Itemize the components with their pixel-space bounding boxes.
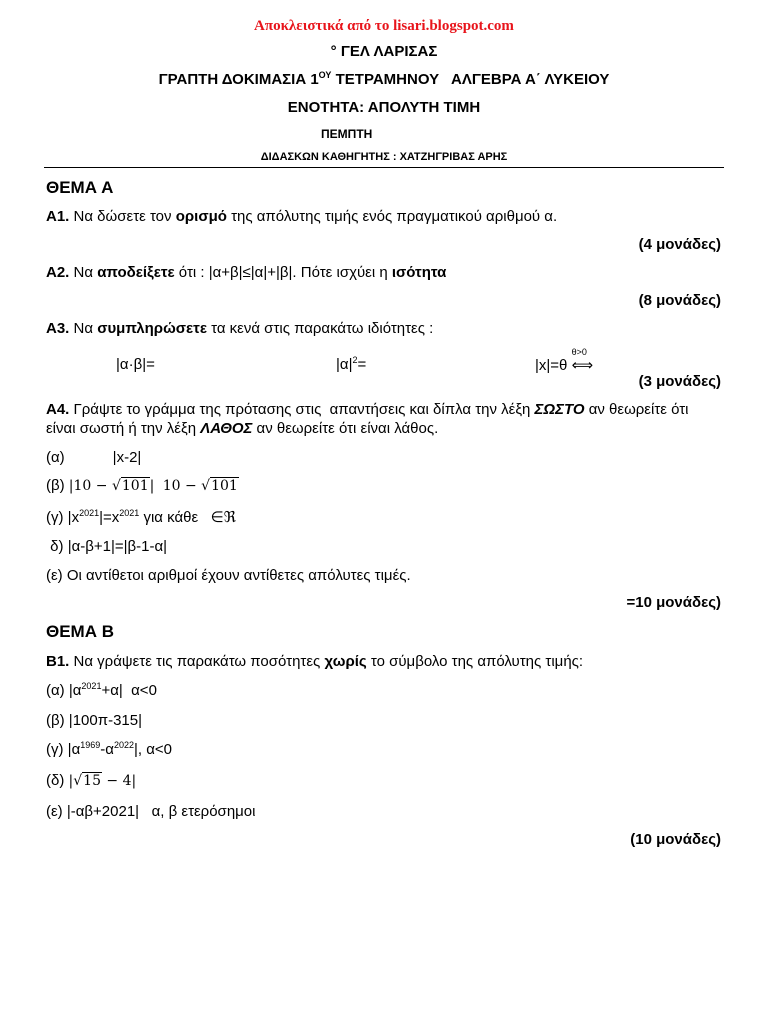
- exam-title-b: ΤΕΤΡΑΜΗΝΟΥ ΑΛΓΕΒΡΑ Α΄ ΛΥΚΕΙΟΥ: [335, 71, 610, 88]
- b1-item-b: [46, 712, 142, 729]
- school-label: ΓΕΛ ΛΑΡΙΣΑΣ: [340, 43, 438, 60]
- b1-item-c-x2: -α: [100, 741, 114, 758]
- a2-t1: Να: [69, 264, 98, 281]
- watermark: Αποκλειστικά από το lisari.blogspot.com: [254, 18, 514, 34]
- b1-item-a-x1: α: [72, 682, 82, 699]
- a3-label: Α3.: [46, 320, 70, 337]
- a4-item-e-label: (ε): [46, 567, 63, 584]
- a4-b1: ΣΩΣΤΟ: [534, 401, 585, 418]
- a4-item-b-m1: 10 −: [73, 478, 112, 494]
- a4-question-line1: [46, 401, 689, 418]
- a4-item-e: [46, 567, 411, 584]
- theme-a-title: ΘΕΜΑ Α: [46, 178, 114, 197]
- a4-item-c-mid: |=x: [99, 509, 120, 526]
- a4-item-b-r2: 101: [211, 478, 238, 494]
- a2-question: [46, 264, 446, 281]
- a4-points: =10 μονάδες): [626, 594, 721, 611]
- a4-t1: Γράψτε το γράμμα της πρότασης στις απαντήσεις και δίπλα την λέξη: [69, 401, 535, 418]
- b1-item-c-tail: , α<0: [137, 741, 172, 758]
- unit-title: ΕΝΟΤΗΤΑ: ΑΠΟΛΥΤΗ ΤΙΜΗ: [287, 99, 481, 116]
- a3-p3a: |x|=θ: [535, 357, 572, 374]
- b1-item-a-tail: α<0: [122, 682, 157, 699]
- b1-item-d-r1: 15: [83, 773, 101, 789]
- a2-b2: ισότητα: [391, 264, 447, 281]
- a4-item-a-label: (α): [46, 449, 65, 466]
- a1-b1: ορισμό: [175, 208, 227, 225]
- a4-item-c-x1: x: [71, 509, 80, 526]
- b1-label: Β1.: [46, 653, 70, 670]
- theme-b-title: ΘΕΜΑ Β: [46, 622, 114, 641]
- a4-line2b: αν θεωρείτε ότι είναι λάθος.: [252, 420, 439, 437]
- exam-day: ΠΕΜΠΤΗ: [321, 127, 373, 141]
- a4-item-c: (γ) $|x^{2021}|=x^{2021}$ για κάθε ∈ℜ: [46, 508, 236, 526]
- a4-item-b: (β) |10 − √101| 10 − √101: [46, 477, 238, 494]
- school-name: [0, 43, 768, 60]
- a3-p2a: |α|: [336, 356, 353, 373]
- a3-points: (3 μονάδες): [638, 373, 721, 390]
- a2-b1: αποδείξετε: [97, 264, 175, 281]
- b1-item-a-sup1: 2021: [81, 681, 102, 691]
- a4-label: Α4.: [46, 401, 70, 418]
- a1-label: Α1.: [46, 208, 70, 225]
- b1-t1: Να γράψετε τις παρακάτω ποσότητες: [69, 653, 325, 670]
- a4-t2: αν θεωρείτε ότι: [584, 401, 689, 418]
- equivalence-arrow-icon: ⟺: [571, 357, 594, 374]
- a4-item-c-label: (γ): [46, 509, 64, 526]
- a3-property-3: [535, 347, 594, 374]
- exam-title-sup: ΟΥ: [318, 70, 332, 80]
- a4-line2a: είναι σωστή ή την λέξη: [46, 420, 201, 437]
- a3-property-2: [336, 356, 366, 373]
- b1-item-e-label: (ε): [46, 803, 63, 820]
- b1-item-a-x2: +α: [101, 682, 119, 699]
- a3-property-1: |α·β|=: [116, 356, 155, 373]
- b1-item-c: (γ) $|\alpha^{1969}-\alpha^{2022}|$, α<0: [46, 740, 172, 758]
- b1-item-d-m1: − 4: [101, 773, 132, 789]
- a3-p2sup: 2: [352, 355, 358, 365]
- a4-item-c-sup2: 2021: [119, 508, 140, 518]
- b1-item-c-x1: α: [71, 741, 81, 758]
- a2-t2: ότι : |α+β|≤|α|+|β|. Πότε ισχύει η: [174, 264, 392, 281]
- school-prefix: °: [330, 43, 337, 60]
- a3-t1: Να: [69, 320, 98, 337]
- exam-title-a: ΓΡΑΠΤΗ ΔΟΚΙΜΑΣΙΑ 1: [158, 71, 319, 88]
- a2-label: Α2.: [46, 264, 70, 281]
- b1-item-e: [46, 803, 255, 820]
- teacher-name: ΔΙΔΑΣΚΩΝ ΚΑΘΗΓΗΤΗΣ : ΧΑΤΖΗΓΡΙΒΑΣ ΑΡΗΣ: [260, 151, 508, 163]
- a3-t2: τα κενά στις παρακάτω ιδιότητες :: [206, 320, 434, 337]
- b1-t2: το σύμβολο της απόλυτης τιμής:: [366, 653, 584, 670]
- b1-item-c-sup2: 2022: [113, 740, 134, 750]
- b1-item-b-text: |100π-315|: [68, 712, 142, 729]
- a4-item-c-tail: για κάθε ∈ℜ: [139, 509, 236, 526]
- b1-b1: χωρίς: [324, 653, 367, 670]
- header-divider: [44, 167, 724, 168]
- b1-item-d: (δ) |√15 − 4|: [46, 772, 137, 789]
- b1-item-d-label: (δ): [46, 772, 65, 789]
- a1-t2: της απόλυτης τιμής ενός πραγματικού αριθμού α.: [226, 208, 558, 225]
- a4-item-b-label: (β): [46, 477, 65, 494]
- a4-item-a-text: |x-2|: [112, 449, 142, 466]
- a1-points: (4 μονάδες): [638, 236, 721, 253]
- a4-item-b-r1: 101: [121, 478, 149, 494]
- a4-item-d-text: |α-β+1|=|β-1-α|: [67, 538, 168, 555]
- a1-t1: Να δώσετε τον: [69, 208, 176, 225]
- b1-item-c-sup1: 1969: [80, 740, 101, 750]
- a2-points: (8 μονάδες): [638, 292, 721, 309]
- b1-item-e-text: |-αβ+2021| α, β ετερόσημοι: [66, 803, 256, 820]
- b1-item-b-label: (β): [46, 712, 65, 729]
- a4-item-d: [46, 538, 167, 555]
- a3-b1: συμπληρώσετε: [97, 320, 207, 337]
- b1-item-a-label: (α): [46, 682, 65, 699]
- a4-item-a: [46, 449, 141, 466]
- a4-item-b-m2: 10 −: [162, 478, 202, 494]
- b1-item-a: (α) $|\alpha^{2021}+\alpha|$ α<0: [46, 681, 157, 699]
- a4-item-d-label: δ): [46, 538, 64, 555]
- a3-p2b: =: [357, 356, 367, 373]
- b1-item-c-label: (γ): [46, 741, 64, 758]
- a4-question-line2: [46, 420, 438, 437]
- a3-p3over: θ>0: [571, 347, 587, 357]
- a4-b2: ΛΑΘΟΣ: [200, 420, 253, 437]
- a4-item-c-sup1: 2021: [79, 508, 100, 518]
- a3-equiv: [571, 347, 594, 374]
- b1-points: (10 μονάδες): [630, 831, 721, 848]
- a3-question: [46, 320, 433, 337]
- a4-item-e-text: Οι αντίθετοι αριθμοί έχουν αντίθετες απόλυτες τιμές.: [66, 567, 411, 584]
- a1-question: [46, 208, 557, 225]
- exam-title: [0, 71, 768, 88]
- b1-question: [46, 653, 583, 670]
